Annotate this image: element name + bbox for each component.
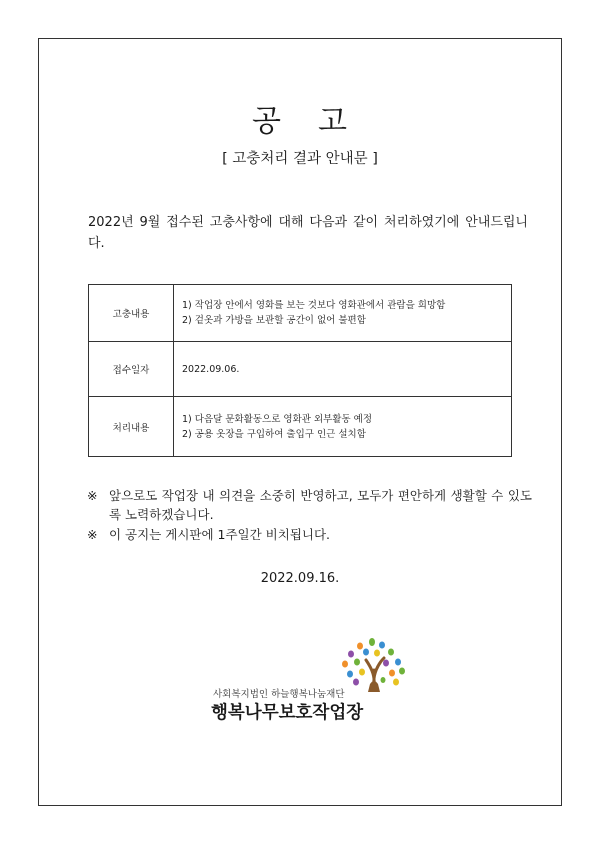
intro-paragraph: 2022년 9월 접수된 고충사항에 대해 다음과 같이 처리하였기에 안내드립니다. — [88, 215, 528, 251]
note-item — [87, 486, 532, 524]
row-value — [174, 285, 512, 342]
note-text: 이 공지는 게시판에 1주일간 비치됩니다. — [109, 527, 331, 542]
value-line: 1) 작업장 안에서 영화를 보는 것보다 영화관에서 관람을 희망함 — [182, 300, 446, 311]
title-char-1: 공 — [252, 104, 281, 139]
organization-name: 행복나무보호작업장 — [211, 703, 364, 723]
note-item — [87, 525, 532, 544]
value-line: 2022.09.06. — [182, 363, 240, 375]
notes-list — [87, 486, 532, 545]
table-row-handling — [89, 397, 512, 457]
value-line: 1) 다음달 문화활동으로 영화관 외부활동 예정 — [182, 413, 373, 425]
reference-mark: ※ — [87, 488, 98, 503]
note-text: 앞으로도 작업장 내 의견을 소중히 반영하고, 모두가 편안하게 생활할 수 있도록 노력하겠습니다. — [109, 488, 532, 522]
row-label: 접수일자 — [89, 342, 174, 397]
reference-mark: ※ — [87, 527, 98, 542]
title-char-2: 고 — [318, 104, 347, 139]
notice-date: 2022.09.16. — [260, 571, 340, 586]
row-value — [174, 397, 512, 457]
notice-subtitle: [ 고충처리 결과 안내문 ] — [222, 151, 378, 167]
row-label: 처리내용 — [89, 397, 174, 457]
value-line: 2) 겉옷과 가방을 보관할 공간이 없어 불편함 — [182, 315, 366, 326]
value-line: 2) 공용 옷장을 구입하여 출입구 인근 설치함 — [182, 428, 366, 440]
table-row-received-date — [89, 342, 512, 397]
complaint-table — [88, 284, 512, 457]
organization-subtitle: 사회복지법인 하늘행복나눔재단 — [213, 689, 345, 700]
table-row-complaint — [89, 285, 512, 342]
row-value — [174, 342, 512, 397]
row-label: 고충내용 — [89, 285, 174, 342]
